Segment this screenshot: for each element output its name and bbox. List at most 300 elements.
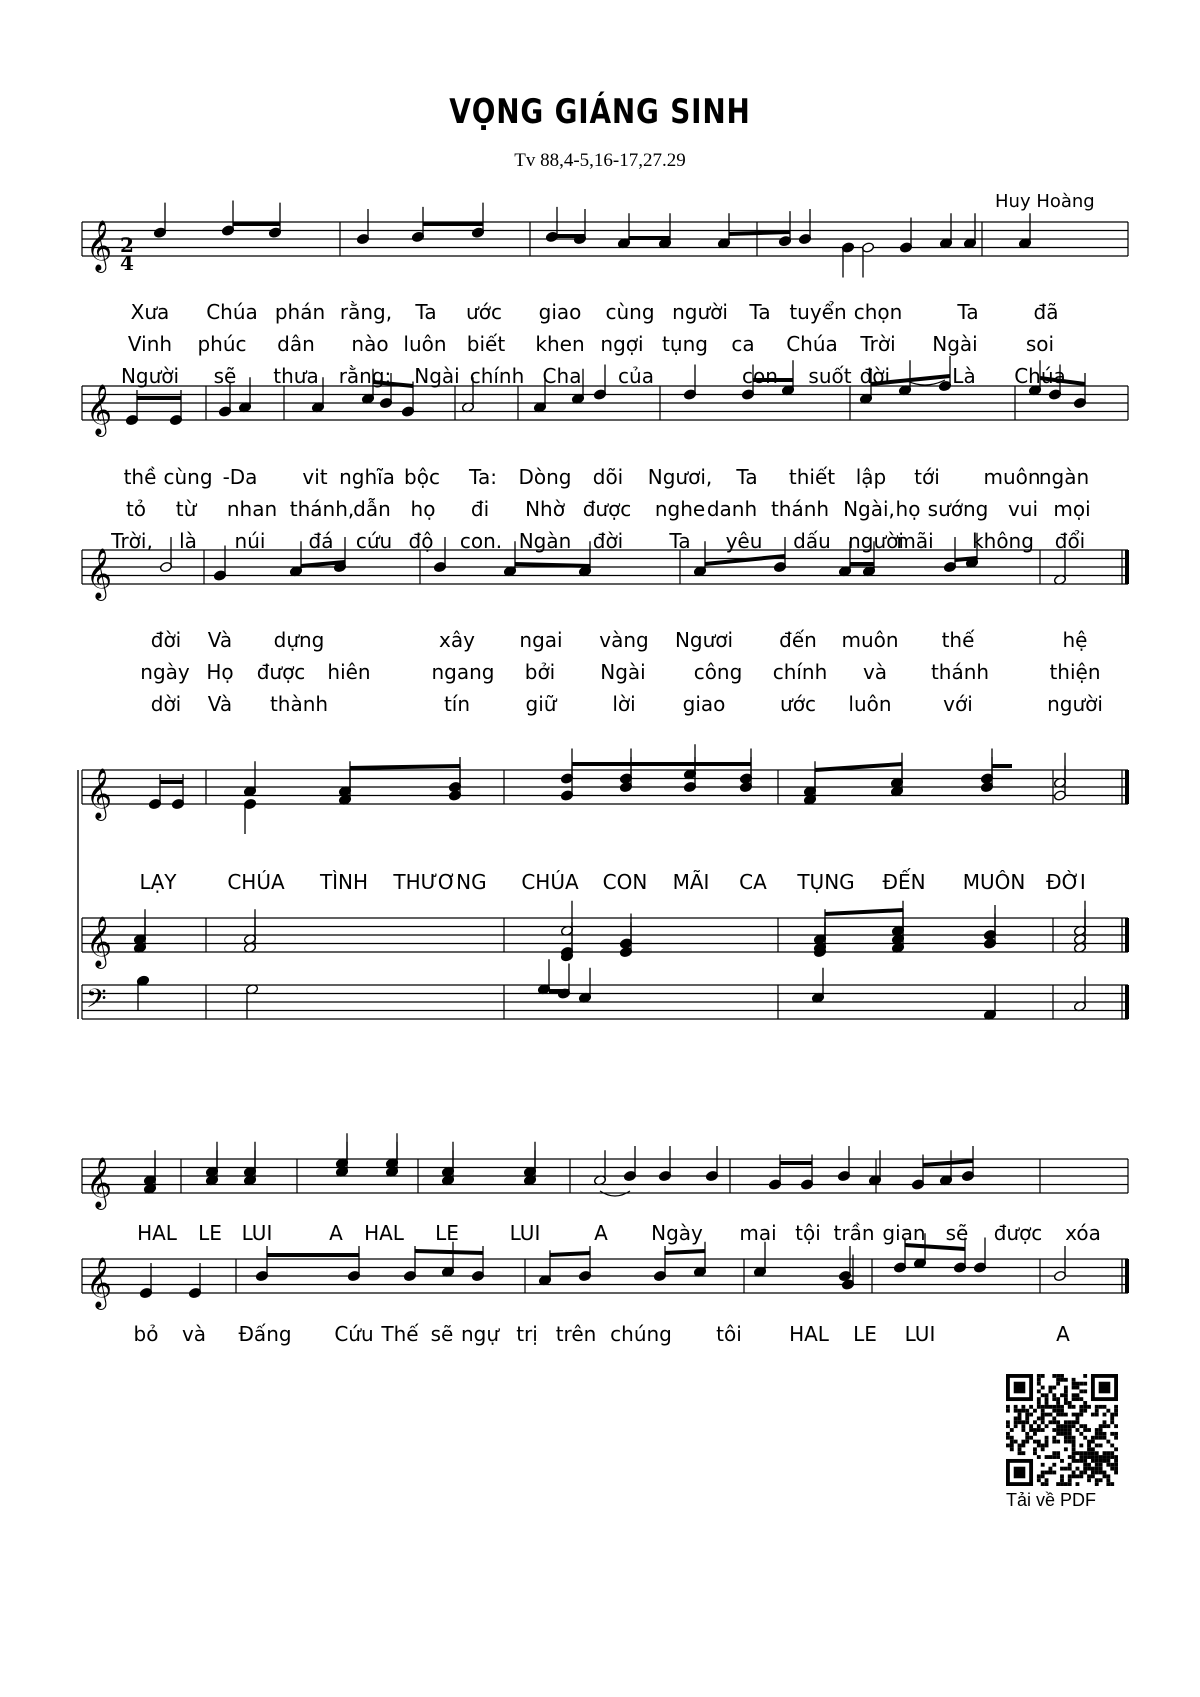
qr-module <box>1072 1405 1076 1409</box>
qr-module <box>1021 1409 1025 1413</box>
qr-module <box>1095 1463 1099 1467</box>
qr-finder <box>1014 1467 1026 1479</box>
qr-module <box>1018 1420 1022 1424</box>
qr-module <box>1060 1432 1064 1436</box>
treble-clef-icon: 𝄞 <box>86 548 113 599</box>
verse3-syllable: Chúa <box>1014 364 1066 388</box>
verse1-syllable: dựng <box>273 628 325 652</box>
verse3-syllable: của <box>618 364 654 388</box>
qr-module <box>1114 1405 1118 1409</box>
qr-module <box>1021 1440 1025 1444</box>
qr-module <box>1056 1405 1060 1409</box>
qr-module <box>1079 1382 1083 1386</box>
qr-module <box>1045 1424 1049 1428</box>
qr-module <box>1056 1401 1060 1405</box>
verse3-syllable: đá <box>308 529 334 553</box>
verse2-syllable: nào <box>351 332 389 356</box>
qr-module <box>1033 1432 1037 1436</box>
qr-module <box>1076 1451 1080 1455</box>
alleluia-syllable: A <box>1056 1322 1070 1346</box>
qr-module <box>1006 1424 1010 1428</box>
qr-module <box>1091 1447 1095 1451</box>
qr-module <box>1064 1389 1068 1393</box>
qr-module <box>1033 1447 1037 1451</box>
qr-module <box>1087 1428 1091 1432</box>
refrain-syllable: CHÚA <box>227 870 285 894</box>
qr-module <box>1048 1386 1052 1390</box>
qr-module <box>1114 1409 1118 1413</box>
alleluia-syllable: Đấng <box>238 1322 292 1346</box>
qr-module <box>1041 1386 1045 1390</box>
verse2-syllable: ngang <box>431 660 495 684</box>
qr-module <box>1041 1405 1045 1409</box>
beam <box>515 564 590 566</box>
verse3-syllable: giao <box>682 692 726 716</box>
qr-module <box>1091 1413 1095 1417</box>
qr-module <box>1052 1455 1056 1459</box>
verse1-syllable: vàng <box>599 628 649 652</box>
qr-module <box>1099 1436 1103 1440</box>
alleluia-syllable: sẽ <box>945 1221 969 1245</box>
qr-module <box>1056 1413 1060 1417</box>
qr-module <box>1091 1455 1095 1459</box>
time-signature-top: 2 <box>120 233 134 257</box>
qr-module <box>1041 1420 1045 1424</box>
qr-module <box>1099 1424 1103 1428</box>
qr-module <box>1072 1397 1076 1401</box>
qr-module <box>1056 1482 1060 1486</box>
qr-module <box>1064 1432 1068 1436</box>
qr-module <box>1045 1455 1049 1459</box>
verse2-syllable: bởi <box>524 660 556 684</box>
qr-module <box>1014 1424 1018 1428</box>
qr-module <box>1072 1444 1076 1448</box>
qr-module <box>1048 1455 1052 1459</box>
alleluia-syllable: gian <box>882 1221 926 1245</box>
qr-module <box>1079 1397 1083 1401</box>
qr-module <box>1056 1397 1060 1401</box>
qr-module <box>1064 1386 1068 1390</box>
qr-module <box>1060 1428 1064 1432</box>
qr-module <box>1018 1413 1022 1417</box>
qr-module <box>1079 1413 1083 1417</box>
qr-module <box>1095 1478 1099 1482</box>
qr-module <box>1072 1382 1076 1386</box>
qr-module <box>1045 1444 1049 1448</box>
qr-module <box>1079 1432 1083 1436</box>
qr-module <box>1068 1440 1072 1444</box>
qr-module <box>1056 1382 1060 1386</box>
qr-module <box>1025 1409 1029 1413</box>
verse1-syllable: ngàn <box>1038 465 1090 489</box>
verse3-syllable: không <box>972 529 1034 553</box>
qr-module <box>1064 1482 1068 1486</box>
qr-module <box>1110 1451 1114 1455</box>
qr-module <box>1114 1455 1118 1459</box>
refrain-syllable: MUÔN <box>962 870 1026 894</box>
qr-module <box>1095 1471 1099 1475</box>
qr-module <box>1064 1467 1068 1471</box>
verse3-syllable: luôn <box>848 692 892 716</box>
verse3-syllable: người <box>1047 692 1103 716</box>
qr-code-icon[interactable] <box>1006 1374 1118 1486</box>
qr-module <box>1018 1416 1022 1420</box>
qr-module <box>1010 1428 1014 1432</box>
qr-module <box>1048 1389 1052 1393</box>
qr-module <box>1064 1424 1068 1428</box>
verse1-syllable: Ngươi, <box>647 465 713 489</box>
alleluia-syllable: sẽ <box>430 1322 454 1346</box>
qr-module <box>1033 1420 1037 1424</box>
qr-module <box>1083 1436 1087 1440</box>
qr-module <box>1076 1482 1080 1486</box>
alleluia-syllable: LE <box>853 1322 877 1346</box>
bass-clef-icon: 𝄢 <box>86 982 107 1021</box>
qr-module <box>1052 1428 1056 1432</box>
qr-module <box>1041 1428 1045 1432</box>
qr-module <box>1095 1432 1099 1436</box>
alleluia-syllable: A <box>329 1221 343 1245</box>
qr-module <box>1060 1374 1064 1378</box>
page-title: VỌNG GIÁNG SINH <box>449 92 751 132</box>
qr-module <box>1083 1463 1087 1467</box>
refrain-syllable: CON <box>602 870 648 894</box>
verse1-syllable: rằng, <box>339 300 393 324</box>
qr-module <box>1068 1428 1072 1432</box>
qr-module <box>1091 1440 1095 1444</box>
psalm-reference: Tv 88,4-5,16-17,27.29 <box>514 150 686 171</box>
qr-module <box>1083 1451 1087 1455</box>
qr-module <box>1060 1409 1064 1413</box>
composer-name: Huy Hoàng <box>995 191 1095 212</box>
qr-module <box>1103 1420 1107 1424</box>
verse3-syllable: Cha <box>542 364 582 388</box>
qr-module <box>1010 1440 1014 1444</box>
alleluia-syllable: LUI <box>241 1221 273 1245</box>
qr-module <box>1106 1451 1110 1455</box>
qr-module <box>1103 1471 1107 1475</box>
verse2-syllable: Ngài <box>932 332 978 356</box>
qr-module <box>1095 1451 1099 1455</box>
refrain-syllable: CHÚA <box>521 870 579 894</box>
qr-module <box>1060 1467 1064 1471</box>
refrain-syllable: TỤNG <box>797 870 855 894</box>
verse2-syllable: họ <box>410 497 436 521</box>
treble-clef-icon: 𝄞 <box>86 916 113 967</box>
qr-module <box>1037 1455 1041 1459</box>
qr-module <box>1037 1378 1041 1382</box>
qr-module <box>1060 1482 1064 1486</box>
qr-module <box>1072 1474 1076 1478</box>
verse1-syllable: tới <box>914 465 940 489</box>
verse1-syllable: ước <box>466 300 502 324</box>
qr-module <box>1060 1474 1064 1478</box>
verse2-syllable: dẫn <box>353 497 391 521</box>
verse3-syllable: với <box>943 692 973 716</box>
qr-module <box>1045 1401 1049 1405</box>
qr-module <box>1048 1405 1052 1409</box>
download-pdf-label[interactable]: Tải về PDF <box>1006 1490 1097 1510</box>
qr-module <box>1052 1463 1056 1467</box>
qr-module <box>1064 1378 1068 1382</box>
verse3-syllable: là <box>179 529 197 553</box>
qr-module <box>1064 1420 1068 1424</box>
qr-module <box>1006 1444 1010 1448</box>
verse3-syllable: suốt <box>808 364 852 388</box>
verse3-syllable: người <box>848 529 904 553</box>
verse1-syllable: Ta: <box>469 465 497 489</box>
verse2-syllable: chính <box>772 660 828 684</box>
verse1-syllable: lập <box>855 465 887 489</box>
qr-module <box>1087 1444 1091 1448</box>
qr-module <box>1064 1447 1068 1451</box>
qr-module <box>1029 1424 1033 1428</box>
qr-module <box>1099 1478 1103 1482</box>
verse2-syllable: nghe <box>654 497 706 521</box>
qr-module <box>1099 1405 1103 1409</box>
qr-module <box>1099 1459 1103 1463</box>
qr-module <box>1056 1424 1060 1428</box>
qr-module <box>1037 1424 1041 1428</box>
verse3-syllable: núi <box>234 529 266 553</box>
qr-module <box>1083 1405 1087 1409</box>
qr-module <box>1045 1413 1049 1417</box>
verse3-syllable: Ngài <box>414 364 460 388</box>
verse3-syllable: Trời, <box>111 529 153 553</box>
beam <box>665 1251 705 1253</box>
qr-module <box>1091 1467 1095 1471</box>
qr-module <box>1060 1478 1064 1482</box>
qr-module <box>1068 1482 1072 1486</box>
qr-module <box>1072 1436 1076 1440</box>
verse1-syllable: Ta <box>736 465 758 489</box>
qr-module <box>1095 1428 1099 1432</box>
verse1-syllable: Ta <box>415 300 437 324</box>
qr-module <box>1037 1478 1041 1482</box>
qr-module <box>1025 1440 1029 1444</box>
verse2-syllable: tụng <box>662 332 708 356</box>
qr-module <box>1041 1482 1045 1486</box>
verse3-syllable: cứu <box>355 529 393 553</box>
qr-module <box>1076 1459 1080 1463</box>
qr-module <box>1072 1393 1076 1397</box>
final-barline <box>1125 1259 1129 1293</box>
qr-module <box>1068 1478 1072 1482</box>
qr-module <box>1041 1474 1045 1478</box>
qr-module <box>1045 1440 1049 1444</box>
verse2-syllable: và <box>862 660 888 684</box>
verse1-syllable: nghĩa <box>339 465 395 489</box>
qr-module <box>1025 1436 1029 1440</box>
qr-module <box>1048 1413 1052 1417</box>
qr-module <box>1037 1389 1041 1393</box>
qr-module <box>1021 1451 1025 1455</box>
qr-module <box>1052 1393 1056 1397</box>
qr-module <box>1006 1432 1010 1436</box>
qr-module <box>1106 1463 1110 1467</box>
verse1-syllable: đến <box>779 628 817 652</box>
verse3-syllable: sẽ <box>213 364 237 388</box>
qr-module <box>1068 1455 1072 1459</box>
verse3-syllable: thành <box>269 692 329 716</box>
qr-module <box>1064 1401 1068 1405</box>
beam <box>415 1251 483 1253</box>
verse2-syllable: ngợi <box>600 332 644 356</box>
qr-module <box>1114 1436 1118 1440</box>
alleluia-syllable: trần <box>833 1221 875 1245</box>
verse2-syllable: luôn <box>403 332 447 356</box>
qr-module <box>1095 1444 1099 1448</box>
qr-module <box>1033 1428 1037 1432</box>
qr-module <box>1010 1444 1014 1448</box>
qr-module <box>1037 1397 1041 1401</box>
treble-clef-icon: 𝄞 <box>86 1157 113 1208</box>
qr-module <box>1056 1409 1060 1413</box>
verse2-syllable: Ngài <box>600 660 646 684</box>
qr-module <box>1095 1482 1099 1486</box>
verse1-syllable: thế <box>941 628 975 652</box>
qr-module <box>1095 1436 1099 1440</box>
qr-module <box>1087 1455 1091 1459</box>
verse1-syllable: cùng <box>163 465 213 489</box>
alleluia-syllable: HAL <box>137 1221 177 1245</box>
qr-finder <box>1099 1382 1111 1394</box>
refrain-syllable: ĐỜI <box>1046 870 1086 894</box>
qr-module <box>1052 1386 1056 1390</box>
qr-module <box>1045 1397 1049 1401</box>
qr-module <box>1068 1432 1072 1436</box>
qr-module <box>1041 1393 1045 1397</box>
qr-module <box>1087 1447 1091 1451</box>
verse3-syllable: đời. <box>859 364 897 388</box>
qr-module <box>1072 1471 1076 1475</box>
qr-module <box>1037 1405 1041 1409</box>
verse1-syllable: người <box>672 300 728 324</box>
alleluia-syllable: trị <box>516 1322 538 1346</box>
qr-module <box>1068 1420 1072 1424</box>
qr-module <box>1033 1409 1037 1413</box>
qr-module <box>1106 1474 1110 1478</box>
qr-module <box>1037 1440 1041 1444</box>
qr-module <box>1079 1455 1083 1459</box>
qr-module <box>1021 1420 1025 1424</box>
qr-module <box>1079 1389 1083 1393</box>
treble-clef-icon: 𝄞 <box>86 220 113 271</box>
qr-module <box>1052 1420 1056 1424</box>
qr-module <box>1087 1474 1091 1478</box>
qr-module <box>1056 1374 1060 1378</box>
qr-module <box>1029 1405 1033 1409</box>
alleluia-syllable: mai <box>739 1221 777 1245</box>
qr-module <box>1014 1440 1018 1444</box>
alleluia-syllable: LUI <box>509 1221 541 1245</box>
qr-module <box>1076 1382 1080 1386</box>
verse3-syllable: Người <box>120 364 180 388</box>
qr-module <box>1048 1420 1052 1424</box>
qr-module <box>1014 1405 1018 1409</box>
qr-module <box>1068 1436 1072 1440</box>
alleluia-syllable: LE <box>435 1221 459 1245</box>
verse2-syllable: sướng <box>927 497 989 521</box>
qr-module <box>1014 1420 1018 1424</box>
qr-module <box>1083 1428 1087 1432</box>
qr-module <box>1087 1478 1091 1482</box>
alleluia-syllable: LE <box>198 1221 222 1245</box>
qr-module <box>1099 1455 1103 1459</box>
treble-clef-icon: 𝄞 <box>86 384 113 435</box>
beam <box>905 1245 965 1249</box>
qr-module <box>1110 1432 1114 1436</box>
qr-module <box>1106 1455 1110 1459</box>
qr-module <box>1087 1405 1091 1409</box>
qr-module <box>1025 1413 1029 1417</box>
verse2-syllable: ca <box>731 332 755 356</box>
qr-module <box>1041 1413 1045 1417</box>
qr-module <box>1010 1436 1014 1440</box>
qr-module <box>1083 1459 1087 1463</box>
beam <box>955 558 977 560</box>
verse1-syllable: cùng <box>605 300 655 324</box>
alleluia-syllable: xóa <box>1065 1221 1101 1245</box>
qr-module <box>1103 1405 1107 1409</box>
beam <box>350 766 460 768</box>
qr-module <box>1018 1444 1022 1448</box>
qr-module <box>1103 1455 1107 1459</box>
verse3-syllable: đời <box>592 529 624 553</box>
beam <box>923 1161 973 1165</box>
qr-module <box>1103 1459 1107 1463</box>
qr-module <box>1041 1409 1045 1413</box>
qr-module <box>1025 1420 1029 1424</box>
qr-module <box>1083 1374 1087 1378</box>
qr-module <box>1095 1459 1099 1463</box>
verse1-syllable: Và <box>207 628 233 652</box>
qr-module <box>1083 1409 1087 1413</box>
qr-module <box>1056 1420 1060 1424</box>
verse1-syllable: Xưa <box>130 300 170 324</box>
beam <box>815 764 902 770</box>
qr-module <box>1068 1405 1072 1409</box>
qr-module <box>1052 1436 1056 1440</box>
qr-module <box>1068 1467 1072 1471</box>
verse2-syllable: soi <box>1025 332 1055 356</box>
qr-module <box>1064 1436 1068 1440</box>
verse3-syllable: Là <box>952 364 976 388</box>
qr-module <box>1076 1467 1080 1471</box>
qr-module <box>1083 1389 1087 1393</box>
notes-layer <box>125 201 1086 1299</box>
qr-module <box>1079 1459 1083 1463</box>
qr-module <box>1056 1378 1060 1382</box>
qr-module <box>1095 1405 1099 1409</box>
qr-module <box>1033 1451 1037 1455</box>
qr-module <box>1045 1393 1049 1397</box>
verse1-syllable: giao <box>538 300 582 324</box>
verse2-syllable: công <box>693 660 743 684</box>
qr-module <box>1072 1420 1076 1424</box>
verse3-syllable: độ <box>408 529 434 553</box>
verse2-syllable: Ngài, <box>843 497 895 521</box>
alleluia-syllable: HAL <box>364 1221 404 1245</box>
verse3-syllable: chính <box>469 364 525 388</box>
qr-module <box>1076 1413 1080 1417</box>
verse3-syllable: lời <box>612 692 636 716</box>
qr-module <box>1103 1474 1107 1478</box>
qr-module <box>1021 1428 1025 1432</box>
verse1-syllable: chọn <box>853 300 903 324</box>
qr-module <box>1064 1440 1068 1444</box>
qr-module <box>1079 1405 1083 1409</box>
